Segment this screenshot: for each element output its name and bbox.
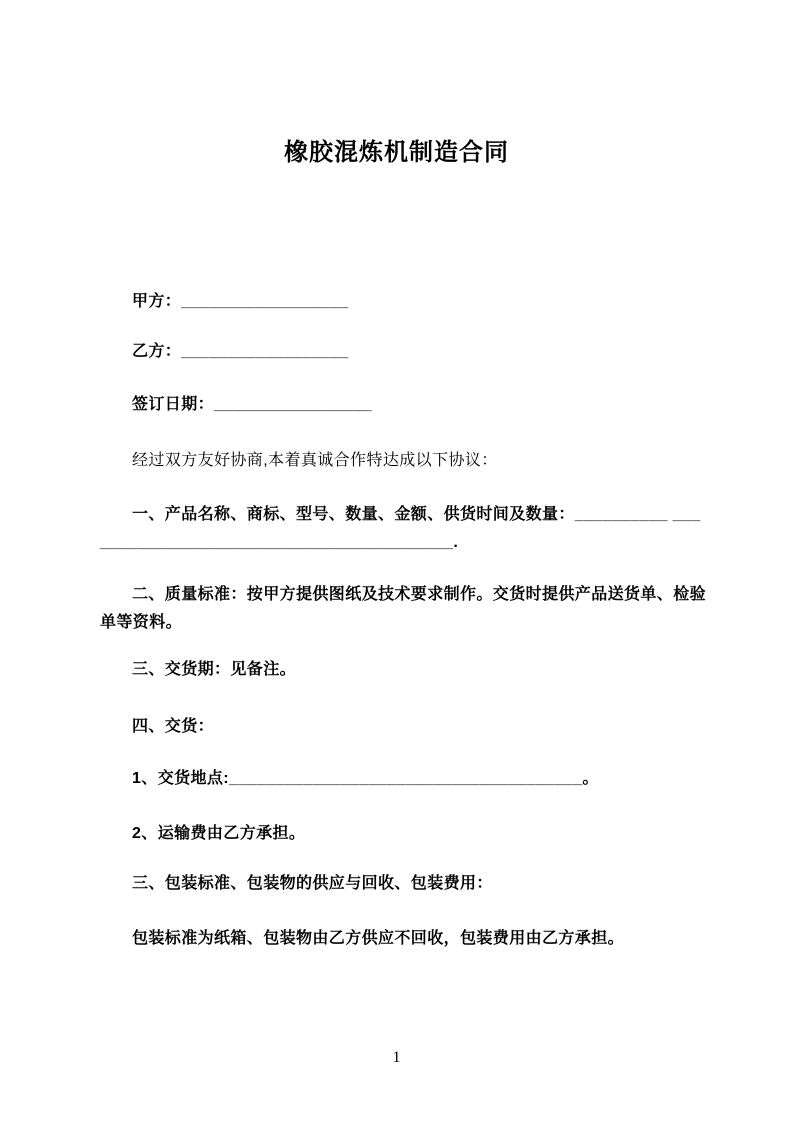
delivery-item-1-location-line: 1、交货地点:______________________________________。	[132, 770, 599, 787]
packaging-detail-line: 包装标准为纸箱、包装物由乙方供应不回收，包装费用由乙方承担。	[132, 930, 625, 947]
clause-products-line-2-blank: ______________________________________.	[100, 534, 459, 551]
page-number: 1	[392, 1049, 401, 1066]
delivery-item-2-freight-line: 2、运输费由乙方承担。	[132, 825, 306, 842]
preamble-line: 经过双方友好协商,本着真诚合作特达成以下协议：	[132, 452, 498, 469]
clause-quality-line-1: 二、质量标准：按甲方提供图纸及技术要求制作。交货时提供产品送货单、检验	[132, 586, 707, 603]
page-title: 橡胶混炼机制造合同	[284, 139, 509, 166]
party-a-line: 甲方：__________________	[132, 293, 349, 310]
clause-packaging-line: 三、包装标准、包装物的供应与回收、包装费用：	[132, 875, 493, 892]
signing-date-line: 签订日期：_________________	[132, 396, 373, 413]
party-b-line: 乙方：__________________	[132, 343, 349, 360]
clause-products-line-1: 一、产品名称、商标、型号、数量、金额、供货时间及数量：__________ ___	[132, 506, 701, 523]
clause-delivery-term-line: 三、交货期：见备注。	[132, 661, 297, 678]
clause-quality-line-2: 单等资料。	[100, 614, 183, 631]
clause-delivery-line: 四、交货：	[132, 718, 215, 735]
